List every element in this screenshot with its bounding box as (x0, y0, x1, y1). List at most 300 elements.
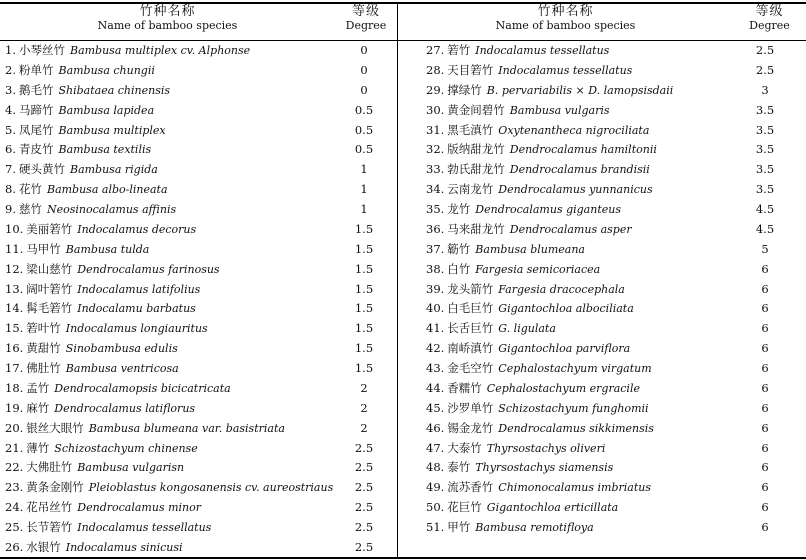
left-table-half (0, 0, 397, 560)
degree-cell: 6 (761, 440, 769, 455)
table-row (398, 458, 806, 478)
species-chinese-name: 花巨竹 (447, 500, 482, 515)
table-row (0, 121, 397, 141)
species-name-cell (5, 200, 176, 220)
table-row (0, 458, 397, 478)
species-number: 43. (426, 361, 445, 375)
species-chinese-name: 沙罗单竹 (447, 400, 494, 415)
degree-cell: 6 (761, 341, 769, 356)
species-number: 27. (426, 43, 445, 57)
table-row (398, 140, 806, 160)
species-scientific-name: Dendrocalamus giganteus (475, 203, 621, 216)
degree-cell: 6 (761, 460, 769, 475)
degree-header-en: Degree (345, 19, 387, 32)
name-header-zh: 竹种名称 (537, 4, 594, 19)
species-chinese-name: 勃氏甜龙竹 (447, 162, 505, 177)
species-chinese-name: 水银竹 (26, 539, 61, 554)
species-chinese-name: 撑绿竹 (447, 82, 482, 97)
degree-cell: 1.5 (354, 301, 374, 316)
table-row (398, 180, 806, 200)
species-name-cell (5, 260, 220, 280)
species-name-cell (426, 359, 652, 379)
species-name-cell (5, 319, 208, 339)
species-number: 51. (426, 520, 445, 534)
species-chinese-name: 箬竹 (447, 43, 471, 57)
species-number: 12. (5, 261, 24, 276)
table-row (0, 538, 397, 558)
degree-cell: 1 (360, 182, 368, 197)
degree-cell: 2.5 (354, 440, 374, 455)
degree-cell: 1.5 (354, 361, 374, 375)
species-scientific-name: Fargesia dracocephala (498, 282, 625, 296)
species-number: 23. (5, 480, 24, 495)
degree-cell: 3.5 (755, 142, 775, 157)
species-name-cell (5, 180, 168, 200)
left-rows (0, 41, 397, 558)
species-chinese-name: 大佛肚竹 (26, 460, 73, 475)
degree-cell: 2.5 (755, 43, 775, 57)
degree-cell: 6 (761, 321, 769, 336)
table-row (0, 319, 397, 339)
species-chinese-name: 粉单竹 (18, 62, 54, 77)
degree-cell: 3.5 (755, 182, 775, 197)
species-number: 36. (426, 221, 445, 236)
species-number: 37. (426, 241, 445, 256)
species-scientific-name: Cephalostachyum ergracile (486, 381, 640, 395)
species-scientific-name: Dendrocalamus sikkimensis (498, 421, 654, 435)
species-scientific-name: Indocalamus tessellatus (77, 521, 212, 534)
table-row (398, 399, 806, 419)
species-scientific-name: Indocalamu barbatus (77, 302, 196, 316)
species-chinese-name: 箬叶竹 (26, 321, 61, 336)
species-scientific-name: Dendrocalamus latiflorus (54, 401, 196, 415)
degree-cell: 2.5 (354, 500, 374, 515)
degree-cell: 6 (761, 480, 769, 495)
species-scientific-name: Gigantochloa albociliata (498, 302, 634, 316)
species-number: 33. (426, 162, 445, 177)
species-number: 10. (5, 221, 24, 236)
table-row (398, 200, 806, 220)
species-number: 21. (5, 440, 24, 455)
degree-cell: 1.5 (354, 221, 374, 236)
species-chinese-name: 马蹄竹 (18, 102, 54, 117)
species-chinese-name: 硬头黄竹 (18, 162, 65, 177)
species-name-cell (5, 458, 184, 478)
degree-cell: 6 (761, 281, 769, 296)
species-scientific-name: G. ligulata (498, 322, 556, 336)
species-scientific-name: Neosinocalamus affinis (46, 203, 177, 216)
species-chinese-name: 白毛巨竹 (447, 301, 494, 316)
table-row (0, 498, 397, 518)
table-row (0, 518, 397, 538)
species-number: 14. (5, 301, 24, 316)
degree-cell: 6 (761, 520, 769, 534)
species-scientific-name: Bambusa multiplex cv. Alphonse (69, 44, 251, 57)
degree-cell: 4.5 (755, 202, 775, 216)
species-scientific-name: Oxytenantheca nigrociliata (498, 123, 650, 137)
table-row (0, 478, 397, 498)
species-number: 8. (5, 182, 16, 197)
degree-cell: 6 (761, 500, 769, 515)
table-row (0, 200, 397, 220)
species-number: 15. (5, 321, 24, 336)
degree-cell: 6 (761, 361, 769, 375)
degree-cell: 0.5 (354, 102, 374, 117)
species-name-cell (5, 439, 198, 459)
species-scientific-name: Bambusa tulda (65, 242, 150, 256)
degree-cell: 0 (360, 62, 368, 77)
species-name-cell (426, 518, 594, 538)
species-scientific-name: Dendrocalamus asper (509, 222, 632, 236)
species-scientific-name: Dendrocalamus yunnanicus (498, 183, 653, 197)
species-number: 19. (5, 400, 24, 415)
table-row (398, 240, 806, 260)
species-scientific-name: Bambusa blumeana var. basistriata (88, 421, 285, 435)
species-scientific-name: Schizostachyum funghomii (498, 401, 649, 415)
species-name-cell (426, 339, 630, 359)
species-name-cell (5, 538, 183, 558)
table-row (398, 220, 806, 240)
species-scientific-name: Bambusa vulgaris (509, 103, 610, 117)
species-number: 6. (5, 142, 16, 157)
degree-cell: 2.5 (354, 520, 374, 534)
species-chinese-name: 黄金间碧竹 (447, 102, 505, 117)
species-scientific-name: Bambusa remotifloya (475, 521, 594, 534)
name-column-header (398, 5, 733, 33)
degree-cell: 5 (761, 241, 769, 256)
species-name-cell (5, 121, 166, 141)
species-name-cell (5, 379, 231, 399)
species-number: 18. (5, 380, 24, 395)
species-number: 34. (426, 182, 445, 197)
species-scientific-name: Fargesia semicoriacea (475, 262, 601, 276)
species-name-cell (5, 140, 151, 160)
species-name-cell (5, 41, 250, 61)
species-name-cell (426, 121, 649, 141)
species-chinese-name: 佛肚竹 (26, 361, 61, 375)
species-chinese-name: 大泰竹 (447, 440, 482, 455)
degree-cell: 6 (761, 380, 769, 395)
species-number: 38. (426, 261, 445, 276)
table-row (0, 260, 397, 280)
species-number: 46. (426, 420, 445, 435)
species-chinese-name: 小琴丝竹 (18, 43, 65, 57)
species-chinese-name: 天目箬竹 (447, 62, 494, 77)
species-name-cell (426, 399, 649, 419)
degree-column-header (733, 5, 806, 33)
name-header-en: Name of bamboo species (97, 19, 238, 32)
species-name-cell (5, 81, 170, 101)
degree-cell: 1.5 (354, 341, 374, 356)
species-number: 20. (5, 420, 24, 435)
species-number: 26. (5, 539, 24, 554)
species-number: 39. (426, 281, 445, 296)
species-scientific-name: Schizostachyum chinense (54, 441, 198, 455)
species-number: 45. (426, 400, 445, 415)
degree-cell: 2 (360, 420, 368, 435)
species-number: 48. (426, 460, 445, 475)
species-name-cell (426, 299, 634, 319)
degree-cell: 3.5 (755, 122, 775, 137)
species-chinese-name: 慈竹 (18, 202, 42, 216)
table-row (398, 299, 806, 319)
species-chinese-name: 黄条金刚竹 (26, 480, 84, 495)
species-number: 35. (426, 202, 445, 216)
table-row (398, 518, 806, 538)
species-number: 4. (5, 102, 16, 117)
table-row (0, 101, 397, 121)
species-chinese-name: 云南龙竹 (447, 182, 494, 197)
degree-cell: 1.5 (354, 281, 374, 296)
species-name-cell (5, 478, 333, 498)
degree-cell: 1 (360, 162, 368, 177)
table-row (0, 399, 397, 419)
species-name-cell (426, 439, 605, 459)
species-scientific-name: Indocalamus decorus (77, 222, 197, 236)
species-chinese-name: 锡金龙竹 (447, 420, 494, 435)
table-row (398, 359, 806, 379)
species-number: 28. (426, 62, 445, 77)
species-name-cell (5, 518, 211, 538)
degree-cell: 2.5 (755, 62, 775, 77)
species-number: 5. (5, 122, 16, 137)
species-number: 22. (5, 460, 24, 475)
table-row (0, 439, 397, 459)
species-name-cell (426, 61, 632, 81)
degree-cell: 2 (360, 380, 368, 395)
table-row (398, 41, 806, 61)
species-chinese-name: 龙竹 (447, 202, 471, 216)
species-name-cell (5, 359, 179, 379)
species-name-cell (426, 379, 640, 399)
species-scientific-name: Bambusa albo-lineata (46, 183, 168, 197)
species-number: 47. (426, 440, 445, 455)
table-row (398, 280, 806, 300)
degree-header-zh: 等级 (351, 4, 380, 19)
species-name-cell (426, 220, 632, 240)
species-number: 50. (426, 500, 445, 515)
species-scientific-name: Shibataea chinensis (58, 83, 171, 97)
species-number: 24. (5, 500, 24, 515)
species-chinese-name: 凤尾竹 (18, 122, 54, 137)
species-name-cell (5, 419, 285, 439)
table-row (398, 319, 806, 339)
species-number: 40. (426, 301, 445, 316)
species-name-cell (5, 399, 195, 419)
species-scientific-name: Chimonocalamus imbriatus (498, 481, 652, 495)
table-row (0, 160, 397, 180)
degree-cell: 2.5 (354, 460, 374, 475)
degree-header-en: Degree (749, 19, 790, 32)
species-name-cell (426, 160, 650, 180)
species-chinese-name: 梁山慈竹 (26, 261, 73, 276)
table-row (398, 379, 806, 399)
degree-cell: 3 (761, 82, 769, 97)
species-scientific-name: Gigantochloa parviflora (498, 342, 631, 356)
table-row (398, 121, 806, 141)
degree-cell: 0 (360, 82, 368, 97)
species-chinese-name: 美丽箬竹 (26, 221, 73, 236)
species-scientific-name: Dendrocalamus minor (77, 501, 201, 515)
table-row (398, 61, 806, 81)
degree-cell: 0 (360, 43, 368, 57)
species-scientific-name: Indocalamus tessellatus (498, 63, 633, 77)
species-chinese-name: 金毛空竹 (447, 361, 494, 375)
species-name-cell (426, 319, 556, 339)
right-table-half (398, 0, 806, 560)
species-scientific-name: Indocalamus longiauritus (65, 322, 208, 336)
table-row (398, 439, 806, 459)
species-chinese-name: 长舌巨竹 (447, 321, 494, 336)
table-row (0, 339, 397, 359)
name-column-header (0, 5, 335, 33)
species-number: 9. (5, 202, 16, 216)
species-name-cell (5, 240, 149, 260)
degree-header-zh: 等级 (755, 4, 784, 19)
species-scientific-name: Indocalamus tessellatus (475, 44, 610, 57)
species-chinese-name: 马来甜龙竹 (447, 221, 505, 236)
species-name-cell (426, 101, 610, 121)
degree-cell: 2.5 (354, 539, 374, 554)
species-chinese-name: 南峤滇竹 (447, 341, 494, 356)
degree-cell: 3.5 (755, 102, 775, 117)
species-name-cell (5, 160, 158, 180)
species-scientific-name: Dendrocalamus farinosus (77, 262, 220, 276)
species-scientific-name: Bambusa rigida (69, 163, 158, 177)
species-scientific-name: Gigantochloa erticillata (486, 501, 619, 515)
degree-cell: 1 (360, 202, 368, 216)
species-chinese-name: 流苏香竹 (447, 480, 494, 495)
name-header-en: Name of bamboo species (495, 19, 636, 32)
species-scientific-name: Bambusa ventricosa (65, 362, 179, 375)
species-number: 2. (5, 62, 16, 77)
species-number: 42. (426, 341, 445, 356)
species-chinese-name: 银丝大眼竹 (26, 420, 84, 435)
species-number: 16. (5, 341, 24, 356)
species-chinese-name: 簕竹 (447, 241, 471, 256)
species-name-cell (5, 498, 201, 518)
species-chinese-name: 马甲竹 (26, 241, 61, 256)
species-number: 41. (426, 321, 445, 336)
table-row (398, 260, 806, 280)
species-scientific-name: Bambusa blumeana (475, 242, 585, 256)
species-chinese-name: 长节箬竹 (26, 520, 73, 534)
species-name-cell (426, 180, 653, 200)
species-chinese-name: 龙头箭竹 (447, 281, 494, 296)
species-name-cell (5, 280, 200, 300)
degree-cell: 1.5 (354, 241, 374, 256)
species-number: 30. (426, 102, 445, 117)
species-scientific-name: Bambusa multiplex (58, 123, 166, 137)
species-chinese-name: 鹅毛竹 (18, 82, 54, 97)
species-scientific-name: Thyrsostachys siamensis (475, 461, 614, 475)
species-name-cell (426, 240, 585, 260)
species-scientific-name: Bambusa vulgarisn (77, 461, 185, 475)
species-name-cell (426, 41, 609, 61)
species-name-cell (426, 419, 654, 439)
species-chinese-name: 花竹 (18, 182, 42, 197)
right-rows (398, 41, 806, 538)
species-name-cell (426, 260, 600, 280)
degree-cell: 0.5 (354, 122, 374, 137)
degree-cell: 0.5 (354, 142, 374, 157)
species-scientific-name: Bambusa lapidea (58, 103, 155, 117)
species-name-cell (426, 498, 618, 518)
name-header-zh: 竹种名称 (139, 4, 196, 19)
table-row (398, 419, 806, 439)
table-row (0, 240, 397, 260)
species-chinese-name: 麻竹 (26, 400, 50, 415)
species-scientific-name: Sinobambusa edulis (65, 342, 178, 356)
table-row (398, 339, 806, 359)
degree-cell: 4.5 (755, 221, 775, 236)
species-number: 31. (426, 122, 445, 137)
species-chinese-name: 甲竹 (447, 520, 471, 534)
species-chinese-name: 版纳甜龙竹 (447, 142, 505, 157)
degree-cell: 6 (761, 301, 769, 316)
table-row (398, 498, 806, 518)
species-chinese-name: 花吊丝竹 (26, 500, 73, 515)
table-row (0, 220, 397, 240)
species-chinese-name: 泰竹 (447, 460, 471, 475)
table-row (0, 180, 397, 200)
species-name-cell (5, 220, 196, 240)
table-row (398, 160, 806, 180)
species-scientific-name: Indocalamus latifolius (77, 282, 201, 296)
species-number: 13. (5, 281, 24, 296)
table-row (0, 280, 397, 300)
species-name-cell (426, 478, 651, 498)
table-row (0, 419, 397, 439)
species-number: 7. (5, 162, 16, 177)
species-name-cell (5, 101, 154, 121)
species-chinese-name: 薄竹 (26, 440, 50, 455)
table-row (0, 140, 397, 160)
species-name-cell (426, 200, 621, 220)
species-scientific-name: Cephalostachyum virgatum (498, 362, 652, 375)
species-number: 29. (426, 82, 445, 97)
species-scientific-name: Bambusa chungii (58, 63, 155, 77)
species-chinese-name: 香糯竹 (447, 380, 482, 395)
degree-column-header (335, 5, 397, 33)
table-row (0, 359, 397, 379)
species-chinese-name: 黑毛滇竹 (447, 122, 494, 137)
table-row (0, 41, 397, 61)
species-scientific-name: Dendrocalamus brandisii (509, 163, 650, 177)
species-scientific-name: Indocalamus sinicusi (65, 540, 183, 554)
species-chinese-name: 青皮竹 (18, 142, 54, 157)
species-chinese-name: 黄甜竹 (26, 341, 61, 356)
species-scientific-name: Dendrocalamus hamiltonii (509, 143, 657, 157)
species-chinese-name: 阔叶箬竹 (26, 281, 73, 296)
species-chinese-name: 白竹 (447, 261, 471, 276)
species-name-cell (426, 280, 625, 300)
species-chinese-name: 孟竹 (26, 380, 50, 395)
species-number: 25. (5, 520, 24, 534)
degree-cell: 6 (761, 400, 769, 415)
table-row (398, 101, 806, 121)
table-row (0, 379, 397, 399)
species-number: 3. (5, 82, 16, 97)
species-number: 49. (426, 480, 445, 495)
species-scientific-name: B. pervariabilis × D. lamopsisdaii (486, 83, 674, 97)
species-name-cell (5, 61, 155, 81)
degree-cell: 6 (761, 261, 769, 276)
species-name-cell (426, 458, 613, 478)
species-scientific-name: Pleioblastus kongosanensis cv. aureostriaus (88, 481, 334, 495)
species-number: 32. (426, 142, 445, 157)
species-number: 1. (5, 43, 16, 57)
